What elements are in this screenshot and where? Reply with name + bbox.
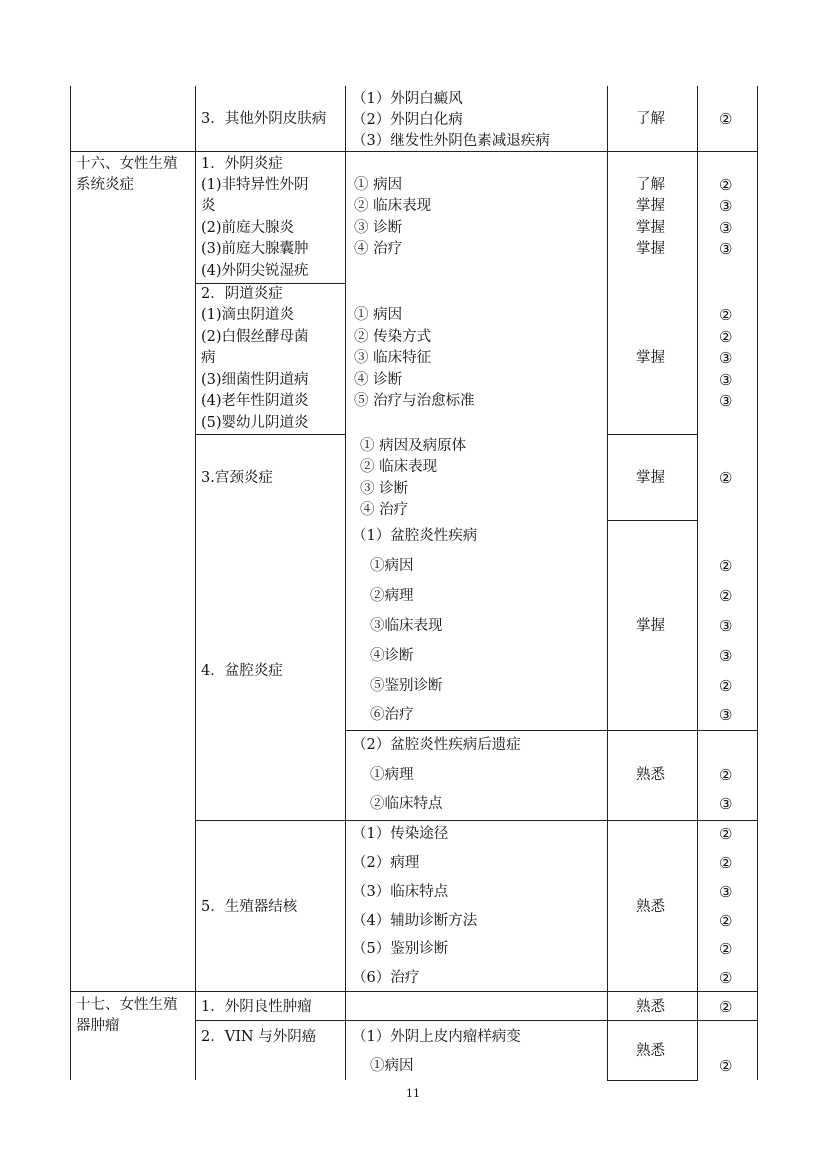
item: ④ 诊断 [354,372,403,388]
item: ③ 诊断 [360,481,409,497]
subsection-title: （1）盆腔炎性疾病 [352,528,478,544]
mark: ② [719,677,733,695]
mark: ③ [719,240,733,258]
item: ④诊断 [370,648,414,664]
item: ①病因 [370,1058,414,1074]
level: 了解 [636,111,665,127]
item: ⑤鉴别诊断 [370,678,443,694]
level: 掌握 [636,470,665,486]
rule-sub1-end [345,730,758,731]
page-number: 11 [406,1087,420,1100]
topic-cervicitis: 3.宫颈炎症 [201,470,273,486]
level: 掌握 [636,350,665,366]
topic-line: (1)非特异性外阴 [201,177,309,193]
topic-genital-tuberculosis: 5．生殖器结核 [201,899,298,915]
item: （2）外阴白化病 [352,112,463,128]
chapter-17-title-line2: 器肿瘤 [76,1018,120,1034]
item: （6）治疗 [352,970,420,986]
mark: ③ [719,883,733,901]
mark: ③ [719,349,733,367]
chapter-17-title-line1: 十七、女性生殖 [76,997,178,1013]
level: 掌握 [636,198,665,214]
topic-line: 1．外阴炎症 [201,156,283,172]
topic-pelvic-inflammation: 4．盆腔炎症 [201,663,283,679]
mark: ② [719,557,733,575]
table-border-left [70,86,71,1080]
table-col-divider-2 [345,86,346,1080]
item: （1）外阴上皮内瘤样病变 [352,1029,521,1045]
item: ②临床特点 [370,796,443,812]
level: 熟悉 [636,767,665,783]
mark: ③ [719,392,733,410]
topic-line: (5)婴幼儿阴道炎 [201,415,309,431]
item: ② 传染方式 [354,329,432,345]
topic-line: (2)白假丝酵母菌 [201,329,309,345]
rule-d-end [195,820,758,821]
level: 了解 [636,177,665,193]
rule-s16-end [70,991,758,992]
mark: ③ [719,706,733,724]
subsection-title: （2）盆腔炎性疾病后遗症 [352,737,521,753]
mark: ③ [719,795,733,813]
rule-level-c-d [607,520,698,521]
rule-s17b-level [607,1080,698,1081]
mark: ② [719,306,733,324]
mark: ② [719,940,733,958]
mark: ③ [719,617,733,635]
item: ④ 治疗 [354,241,403,257]
chapter-16-title-line2: 系统炎症 [76,177,134,193]
table-col-divider-4 [697,86,698,1080]
mark: ③ [719,197,733,215]
item: （5）鉴别诊断 [352,941,449,957]
topic-line: 2．阴道炎症 [201,286,283,302]
rule-topic-a-b [195,283,346,284]
mark: ② [719,469,733,487]
topic-line: (4)外阴尖锐湿疣 [201,263,309,279]
mark: ② [719,969,733,987]
topic-vin-vulvar-cancer: 2．VIN 与外阴癌 [201,1029,317,1045]
topic-line: (3)前庭大腺囊肿 [201,241,309,257]
topic-line: (3)细菌性阴道病 [201,372,309,388]
mark: ② [719,854,733,872]
table-col-divider-1 [195,86,196,1080]
item: ②病理 [370,588,414,604]
rule-topic-b-c [195,434,346,435]
mark: ② [719,176,733,194]
mark: ② [719,825,733,843]
mark: ③ [719,647,733,665]
topic-vulvar-benign-tumor: 1．外阴良性肿瘤 [201,999,312,1015]
item: ③ 诊断 [354,220,403,236]
item: （1）外阴白癜风 [352,91,463,107]
mark: ② [719,587,733,605]
topic-line: 炎 [201,198,216,214]
mark: ② [719,766,733,784]
item: ③ 临床特征 [354,350,432,366]
chapter-16-title-line1: 十六、女性生殖 [76,156,178,172]
rule-s17a-end [195,1020,758,1021]
level: 熟悉 [636,899,665,915]
item: ③临床表现 [370,618,443,634]
item: ⑤ 治疗与治愈标准 [354,393,475,409]
table-border-right [757,86,758,1080]
rule-level-b-c [607,434,698,435]
item: ① 病因及病原体 [360,438,467,454]
table-col-divider-3 [607,86,608,1080]
item: （3）继发性外阴色素减退疾病 [352,133,550,149]
item: ① 病因 [354,177,403,193]
mark: ③ [719,371,733,389]
item: ①病因 [370,558,414,574]
item: ⑥治疗 [370,707,414,723]
level: 掌握 [636,220,665,236]
mark: ② [719,912,733,930]
item: （2）病理 [352,855,420,871]
item: ② 临床表现 [360,459,438,475]
topic-line: (1)滴虫阴道炎 [201,307,295,323]
item: （4）辅助诊断方法 [352,913,478,929]
mark: ② [719,1057,733,1075]
mark: ③ [719,219,733,237]
item: （1）传染途径 [352,826,449,842]
mark: ② [719,328,733,346]
topic-line: (4)老年性阴道炎 [201,393,309,409]
level: 熟悉 [636,999,665,1015]
topic-other-vulvar-skin: 3．其他外阴皮肤病 [201,111,327,127]
topic-line: (2)前庭大腺炎 [201,220,295,236]
level: 掌握 [636,618,665,634]
item: ④ 治疗 [360,502,409,518]
level: 熟悉 [636,1043,665,1059]
item: ② 临床表现 [354,198,432,214]
mark: ② [719,110,733,128]
mark: ② [719,998,733,1016]
rule-end-row3 [70,151,758,152]
item: （3）临床特点 [352,884,449,900]
topic-line: 病 [201,350,216,366]
item: ① 病因 [354,307,403,323]
item: ①病理 [370,767,414,783]
level: 掌握 [636,241,665,257]
